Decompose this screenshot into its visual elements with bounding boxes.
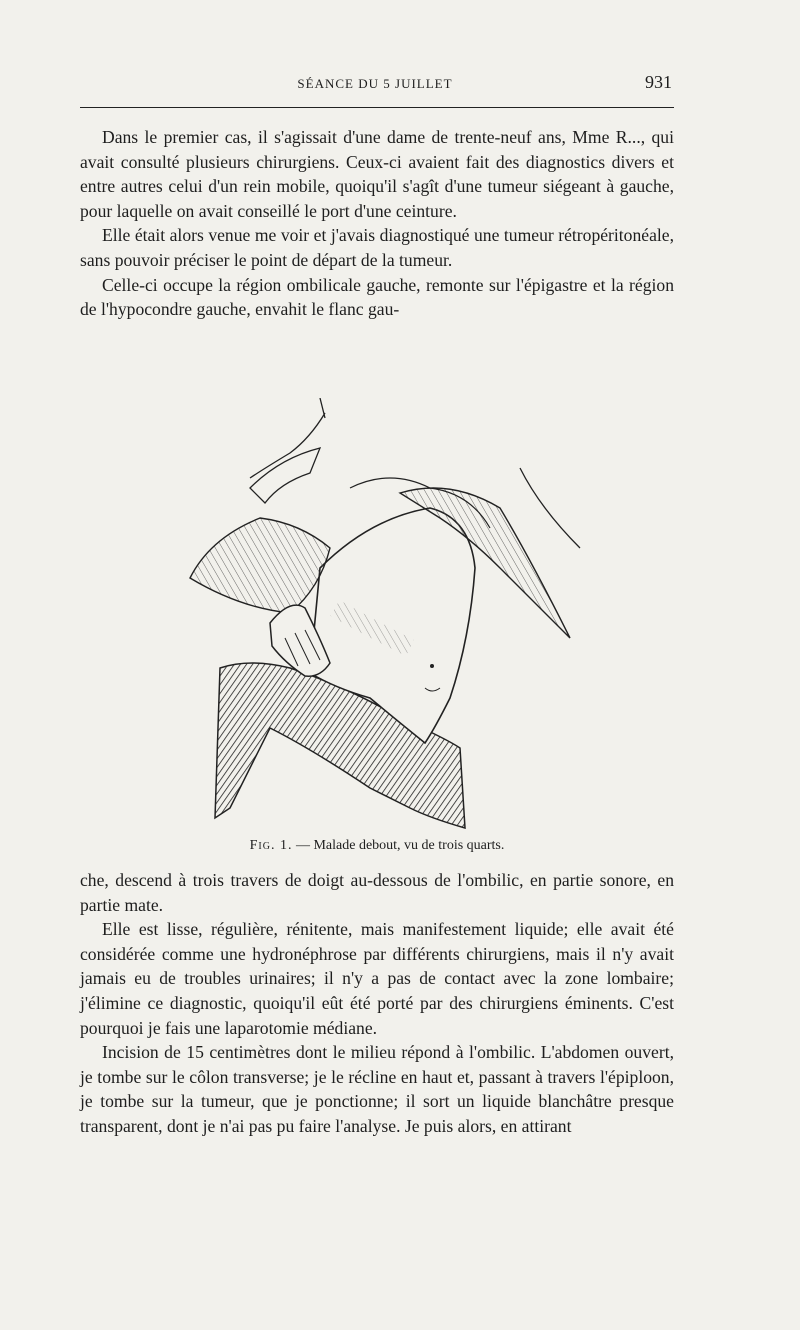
paragraph: Incision de 15 centimètres dont le milieu répond à l'ombilic. L'abdomen ouvert, je tombe sur le côlon transverse; je le récline en haut et, passant à travers l'épiploon, je tombe sur la tumeur, que je ponctionne; il sort un liquide blanchâtre presque transparent, dont je n'ai pas pu faire l'analyse. Je puis alors, en attirant: [80, 1042, 674, 1136]
page-number: 931: [645, 72, 672, 92]
paragraph: che, descend à trois travers de doigt au-dessous de l'ombilic, en partie sonore, en partie mate.: [80, 870, 674, 915]
caption-text: — Malade debout, vu de trois quarts.: [295, 838, 505, 853]
figure-caption: [80, 838, 674, 854]
paragraph: Elle est lisse, régulière, rénitente, mais manifestement liquide; elle avait été considérée comme une hydronéphrose par différents chirurgiens, mais il n'y avait jamais eu de troubles urinaires; il n'y a pas de contact avec la zone lombaire; j'élimine ce diagnostic, quoiqu'il eût été porté par des chirurgiens éminents. C'est pourquoi je fais une laparotomie médiane.: [80, 919, 674, 1038]
figure-illustration: [170, 398, 590, 838]
running-title: SÉANCE DU 5 JUILLET: [297, 76, 453, 91]
patient-engraving: [170, 398, 590, 838]
paragraph: Celle-ci occupe la région ombilicale gauche, remonte sur l'épigastre et la région de l'hypocondre gauche, envahit le flanc gau-: [80, 274, 674, 320]
paragraph: Dans le premier cas, il s'agissait d'une dame de trente-neuf ans, Mme R..., qui avait consulté plusieurs chirurgiens. Ceux-ci avaient fait des diagnostics divers et entre autres celui d'un rein mobile, quoiqu'il s'agît d'une tumeur siégeant à gauche, pour laquelle on avait conseillé le port d'une ceinture.: [80, 127, 674, 221]
header-rule: [80, 107, 674, 108]
running-head: [78, 70, 672, 94]
paragraph: Elle était alors venue me voir et j'avais diagnostiqué une tumeur rétropéritonéale, sans pouvoir préciser le point de départ de la tumeur.: [80, 225, 674, 270]
text-block-bottom: [80, 868, 674, 1139]
text-block-top: [80, 125, 674, 322]
caption-label: Fig. 1.: [249, 838, 293, 853]
